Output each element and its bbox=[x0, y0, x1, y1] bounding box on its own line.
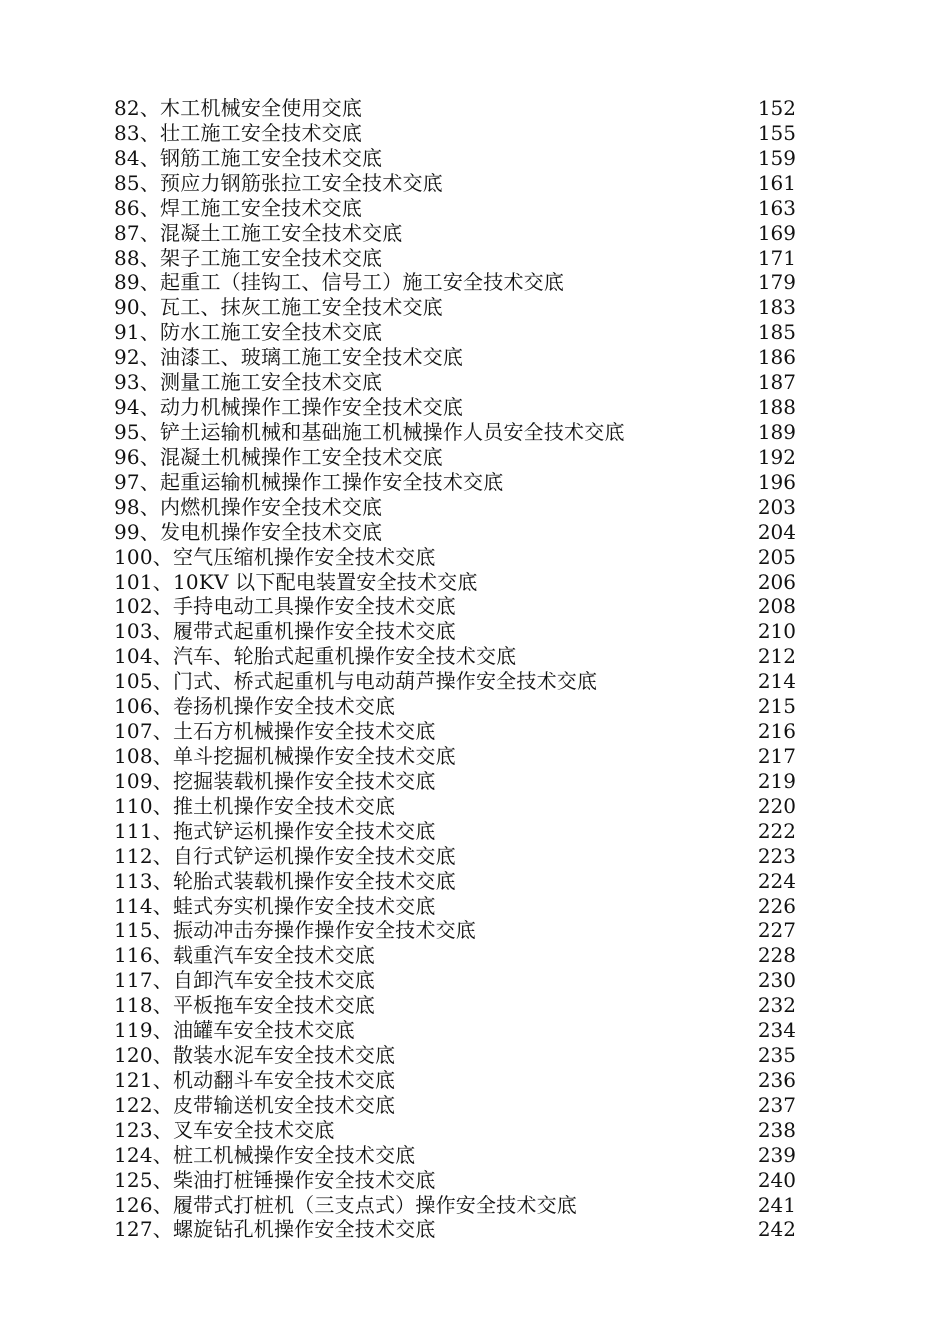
toc-entry-page-number: 208 bbox=[757, 594, 796, 619]
toc-entry[interactable] bbox=[114, 644, 796, 669]
toc-entry[interactable] bbox=[114, 320, 796, 345]
toc-entry-title: 100、空气压缩机操作安全技术交底 bbox=[114, 544, 436, 569]
toc-entry-title: 93、测量工施工安全技术交底 bbox=[114, 370, 383, 395]
toc-entry-title: 94、动力机械操作工操作安全技术交底 bbox=[114, 395, 464, 420]
toc-entry[interactable] bbox=[114, 345, 796, 370]
toc-entry[interactable] bbox=[114, 1168, 796, 1193]
toc-entry-title: 89、起重工（挂钩工、信号工）施工安全技术交底 bbox=[114, 270, 565, 295]
toc-entry[interactable] bbox=[114, 295, 796, 320]
toc-entry-title: 117、自卸汽车安全技术交底 bbox=[114, 968, 375, 993]
toc-entry-title: 118、平板拖车安全技术交底 bbox=[114, 993, 375, 1018]
toc-entry-title: 110、推土机操作安全技术交底 bbox=[114, 793, 396, 818]
toc-entry[interactable] bbox=[114, 420, 796, 445]
toc-entry[interactable] bbox=[114, 1018, 796, 1043]
toc-entry-title: 99、发电机操作安全技术交底 bbox=[114, 519, 383, 544]
toc-entry-page-number: 237 bbox=[757, 1092, 796, 1117]
toc-entry-page-number: 234 bbox=[757, 1018, 796, 1043]
toc-entry-page-number: 232 bbox=[757, 993, 796, 1018]
toc-entry[interactable] bbox=[114, 545, 796, 570]
toc-entry-page-number: 206 bbox=[757, 569, 796, 594]
toc-entry-title: 120、散装水泥车安全技术交底 bbox=[114, 1043, 396, 1068]
toc-entry-page-number: 227 bbox=[757, 918, 796, 943]
toc-entry-page-number: 192 bbox=[757, 444, 796, 469]
toc-entry[interactable] bbox=[114, 769, 796, 794]
toc-entry-title: 111、拖式铲运机操作安全技术交底 bbox=[114, 818, 436, 843]
toc-entry-title: 119、油罐车安全技术交底 bbox=[114, 1018, 355, 1043]
toc-entry[interactable] bbox=[114, 171, 796, 196]
toc-entry-title: 105、门式、桥式起重机与电动葫芦操作安全技术交底 bbox=[114, 669, 598, 694]
toc-entry-title: 124、桩工机械操作安全技术交底 bbox=[114, 1142, 416, 1167]
toc-entry-page-number: 226 bbox=[757, 893, 796, 918]
toc-entry[interactable] bbox=[114, 495, 796, 520]
toc-entry-title: 85、预应力钢筋张拉工安全技术交底 bbox=[114, 170, 443, 195]
toc-entry-page-number: 159 bbox=[757, 145, 796, 170]
toc-entry[interactable] bbox=[114, 1143, 796, 1168]
toc-entry[interactable] bbox=[114, 794, 796, 819]
toc-entry-page-number: 235 bbox=[757, 1043, 796, 1068]
toc-entry-page-number: 183 bbox=[757, 295, 796, 320]
toc-entry[interactable] bbox=[114, 719, 796, 744]
toc-entry[interactable] bbox=[114, 619, 796, 644]
toc-entry-page-number: 210 bbox=[757, 619, 796, 644]
toc-entry[interactable] bbox=[114, 819, 796, 844]
toc-entry-page-number: 185 bbox=[757, 320, 796, 345]
toc-entry-title: 86、焊工施工安全技术交底 bbox=[114, 195, 363, 220]
toc-entry-title: 97、起重运输机械操作工操作安全技术交底 bbox=[114, 469, 504, 494]
toc-entry[interactable] bbox=[114, 146, 796, 171]
toc-entry-title: 107、土石方机械操作安全技术交底 bbox=[114, 719, 436, 744]
toc-entry-page-number: 217 bbox=[757, 743, 796, 768]
toc-entry-page-number: 230 bbox=[757, 968, 796, 993]
toc-entry-page-number: 171 bbox=[757, 245, 796, 270]
toc-entry-page-number: 163 bbox=[757, 195, 796, 220]
toc-entry-title: 91、防水工施工安全技术交底 bbox=[114, 320, 383, 345]
toc-entry-title: 123、叉车安全技术交底 bbox=[114, 1117, 335, 1142]
toc-entry-title: 98、内燃机操作安全技术交底 bbox=[114, 494, 383, 519]
toc-entry-page-number: 205 bbox=[757, 544, 796, 569]
toc-entry[interactable] bbox=[114, 894, 796, 919]
toc-entry[interactable] bbox=[114, 943, 796, 968]
toc-entry[interactable] bbox=[114, 470, 796, 495]
toc-entry[interactable] bbox=[114, 694, 796, 719]
toc-entry[interactable] bbox=[114, 594, 796, 619]
toc-entry[interactable] bbox=[114, 196, 796, 221]
toc-entry-page-number: 216 bbox=[757, 719, 796, 744]
toc-entry-page-number: 155 bbox=[757, 120, 796, 145]
toc-entry-title: 115、振动冲击夯操作操作安全技术交底 bbox=[114, 918, 476, 943]
toc-entry[interactable] bbox=[114, 1068, 796, 1093]
toc-entry-page-number: 240 bbox=[757, 1167, 796, 1192]
toc-entry-title: 90、瓦工、抹灰工施工安全技术交底 bbox=[114, 295, 443, 320]
toc-entry-title: 108、单斗挖掘机械操作安全技术交底 bbox=[114, 743, 456, 768]
toc-entry-page-number: 228 bbox=[757, 943, 796, 968]
toc-entry[interactable] bbox=[114, 96, 796, 121]
toc-entry[interactable] bbox=[114, 869, 796, 894]
toc-entry-page-number: 152 bbox=[757, 96, 796, 120]
toc-entry-title: 84、钢筋工施工安全技术交底 bbox=[114, 145, 383, 170]
toc-entry-title: 96、混凝土机械操作工安全技术交底 bbox=[114, 444, 443, 469]
toc-entry[interactable] bbox=[114, 570, 796, 595]
toc-entry-page-number: 242 bbox=[757, 1217, 796, 1242]
toc-entry[interactable] bbox=[114, 1118, 796, 1143]
toc-entry-page-number: 220 bbox=[757, 793, 796, 818]
toc-entry-page-number: 241 bbox=[757, 1192, 796, 1217]
toc-entry[interactable] bbox=[114, 669, 796, 694]
toc-entry[interactable] bbox=[114, 445, 796, 470]
toc-entry[interactable] bbox=[114, 993, 796, 1018]
toc-entry-page-number: 239 bbox=[757, 1142, 796, 1167]
toc-entry-title: 83、壮工施工安全技术交底 bbox=[114, 120, 363, 145]
toc-entry-page-number: 238 bbox=[757, 1117, 796, 1142]
toc-entry-title: 92、油漆工、玻璃工施工安全技术交底 bbox=[114, 345, 464, 370]
toc-entry-page-number: 214 bbox=[757, 669, 796, 694]
toc-entry-page-number: 219 bbox=[757, 768, 796, 793]
toc-entry-page-number: 161 bbox=[757, 170, 796, 195]
toc-entry-title: 82、木工机械安全使用交底 bbox=[114, 96, 363, 120]
toc-entry-page-number: 212 bbox=[757, 644, 796, 669]
toc-entry-title: 109、挖掘装载机操作安全技术交底 bbox=[114, 768, 436, 793]
toc-entry-title: 88、架子工施工安全技术交底 bbox=[114, 245, 383, 270]
toc-entry-title: 122、皮带输送机安全技术交底 bbox=[114, 1092, 396, 1117]
toc-entry-page-number: 215 bbox=[757, 694, 796, 719]
toc-entry[interactable] bbox=[114, 1217, 796, 1242]
toc-entry-page-number: 187 bbox=[757, 370, 796, 395]
toc-entry-page-number: 189 bbox=[757, 419, 796, 444]
toc-entry-page-number: 223 bbox=[757, 843, 796, 868]
toc-entry-title: 127、螺旋钻孔机操作安全技术交底 bbox=[114, 1217, 436, 1242]
toc-entry-title: 116、载重汽车安全技术交底 bbox=[114, 943, 375, 968]
toc-entry-page-number: 224 bbox=[757, 868, 796, 893]
toc-entry-title: 106、卷扬机操作安全技术交底 bbox=[114, 694, 396, 719]
toc-entry[interactable] bbox=[114, 844, 796, 869]
toc-entry-title: 125、柴油打桩锤操作安全技术交底 bbox=[114, 1167, 436, 1192]
toc-entry-title: 101、10KV 以下配电装置安全技术交底 bbox=[114, 569, 478, 594]
toc-entry[interactable] bbox=[114, 221, 796, 246]
toc-entry-page-number: 169 bbox=[757, 220, 796, 245]
toc-entry-title: 103、履带式起重机操作安全技术交底 bbox=[114, 619, 456, 644]
toc-entry-page-number: 203 bbox=[757, 494, 796, 519]
toc-entry[interactable] bbox=[114, 395, 796, 420]
toc-entry[interactable] bbox=[114, 520, 796, 545]
toc-entry-page-number: 179 bbox=[757, 270, 796, 295]
toc-entry-page-number: 196 bbox=[757, 469, 796, 494]
toc-entry-page-number: 236 bbox=[757, 1067, 796, 1092]
toc-entry-page-number: 222 bbox=[757, 818, 796, 843]
toc-entry-page-number: 188 bbox=[757, 395, 796, 420]
toc-entry-title: 114、蛙式夯实机操作安全技术交底 bbox=[114, 893, 436, 918]
toc-entry[interactable] bbox=[114, 1093, 796, 1118]
toc-entry-title: 113、轮胎式装载机操作安全技术交底 bbox=[114, 868, 456, 893]
toc-entry[interactable] bbox=[114, 246, 796, 271]
toc-entry[interactable] bbox=[114, 270, 796, 295]
toc-entry[interactable] bbox=[114, 744, 796, 769]
toc-entry-title: 102、手持电动工具操作安全技术交底 bbox=[114, 594, 456, 619]
toc-entry-title: 126、履带式打桩机（三支点式）操作安全技术交底 bbox=[114, 1192, 577, 1217]
toc-entry-page-number: 186 bbox=[757, 345, 796, 370]
toc-entry[interactable] bbox=[114, 370, 796, 395]
toc-entry[interactable] bbox=[114, 1043, 796, 1068]
toc-entry[interactable] bbox=[114, 918, 796, 943]
toc-entry-title: 121、机动翻斗车安全技术交底 bbox=[114, 1067, 396, 1092]
toc-entry[interactable] bbox=[114, 1193, 796, 1218]
toc-entry-title: 95、铲土运输机械和基础施工机械操作人员安全技术交底 bbox=[114, 419, 625, 444]
toc-entry-page-number: 204 bbox=[757, 519, 796, 544]
toc-entry[interactable] bbox=[114, 121, 796, 146]
toc-entry[interactable] bbox=[114, 968, 796, 993]
table-of-contents bbox=[114, 96, 796, 1242]
toc-entry-title: 104、汽车、轮胎式起重机操作安全技术交底 bbox=[114, 644, 517, 669]
toc-entry-title: 112、自行式铲运机操作安全技术交底 bbox=[114, 843, 456, 868]
toc-entry-title: 87、混凝土工施工安全技术交底 bbox=[114, 220, 403, 245]
